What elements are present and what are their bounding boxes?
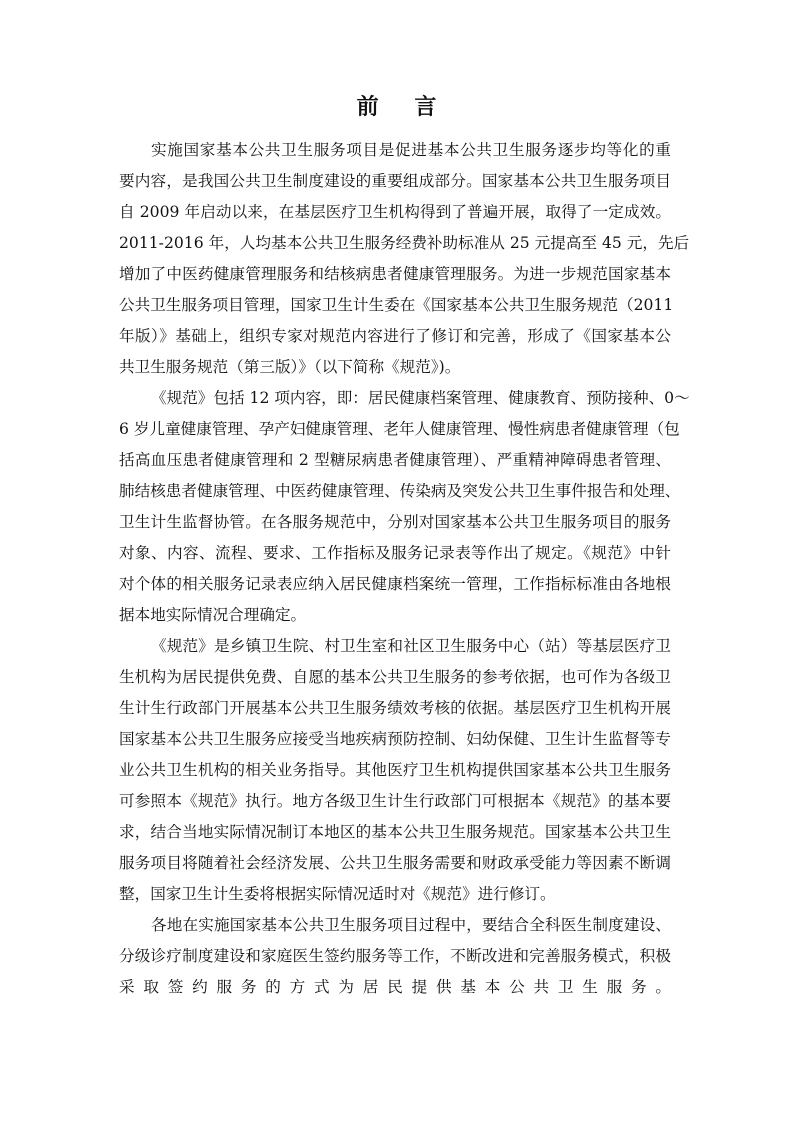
paragraph-line: 要内容，是我国公共卫生制度建设的重要组成部分。国家基本公共卫生服务项目	[119, 172, 671, 190]
paragraph-line: 肺结核患者健康管理、中医药健康管理、传染病及突发公共卫生事件报告和处理、	[119, 482, 681, 500]
paragraph-line: 括高血压患者健康管理和 2 型糖尿病患者健康管理）、严重精神障碍患者管理、	[119, 451, 671, 469]
paragraph-line: 整，国家卫生计生委将根据实际情况适时对《规范》进行修订。	[119, 885, 556, 903]
paragraph-line: 卫生计生监督协管。在各服务规范中，分别对国家基本公共卫生服务项目的服务	[119, 513, 671, 531]
paragraph-line: 共卫生服务规范（第三版）》（以下简称《规范》)。	[119, 358, 461, 376]
paragraph-line: 分级诊疗制度建设和家庭医生签约服务等工作，不断改进和完善服务模式，积极	[119, 947, 671, 965]
paragraph-line: 采取签约服务的方式为居民提供基本公共卫生服务。	[119, 978, 671, 996]
paragraph-line: 各地在实施国家基本公共卫生服务项目过程中，要结合全科医生制度建设、	[151, 916, 671, 934]
paragraph-line: 据本地实际情况合理确定。	[119, 606, 307, 624]
paragraph-line: 生计生行政部门开展基本公共卫生服务绩效考核的依据。基层医疗卫生机构开展	[119, 699, 671, 717]
paragraph-line: 《规范》包括 12 项内容，即：居民健康档案管理、健康教育、预防接种、0～	[151, 389, 690, 407]
paragraph-line: 公共卫生服务项目管理，国家卫生计生委在《国家基本公共卫生服务规范（2011	[119, 296, 674, 314]
paragraph-line: 年版）》基础上，组织专家对规范内容进行了修订和完善，形成了《国家基本公	[119, 327, 671, 345]
paragraph-line: 对象、内容、流程、要求、工作指标及服务记录表等作出了规定。《规范》中针	[119, 544, 671, 562]
paragraph-line: 服务项目将随着社会经济发展、公共卫生服务需要和财政承受能力等因素不断调	[119, 854, 671, 872]
page-title: 前 言	[356, 94, 451, 120]
paragraph-line: 增加了中医药健康管理服务和结核病患者健康管理服务。为进一步规范国家基本	[119, 265, 671, 283]
paragraph-line: 自 2009 年启动以来，在基层医疗卫生机构得到了普遍开展，取得了一定成效。	[119, 203, 671, 221]
paragraph-line: 6 岁儿童健康管理、孕产妇健康管理、老年人健康管理、慢性病患者健康管理（包	[119, 420, 680, 438]
paragraph-line: 可参照本《规范》执行。地方各级卫生计生行政部门可根据本《规范》的基本要	[119, 792, 671, 810]
paragraph-line: 《规范》是乡镇卫生院、村卫生室和社区卫生服务中心（站）等基层医疗卫	[151, 637, 671, 655]
paragraph-line: 2011-2016 年，人均基本公共卫生服务经费补助标准从 25 元提高至 45 元，先后	[119, 234, 690, 252]
paragraph-line: 实施国家基本公共卫生服务项目是促进基本公共卫生服务逐步均等化的重	[151, 141, 671, 159]
paragraph-line: 对个体的相关服务记录表应纳入居民健康档案统一管理，工作指标标准由各地根	[119, 575, 671, 593]
paragraph-line: 国家基本公共卫生服务应接受当地疾病预防控制、妇幼保健、卫生计生监督等专	[119, 730, 671, 748]
paragraph-line: 求，结合当地实际情况制订本地区的基本公共卫生服务规范。国家基本公共卫生	[119, 823, 671, 841]
paragraph-line: 生机构为居民提供免费、自愿的基本公共卫生服务的参考依据，也可作为各级卫	[119, 668, 671, 686]
paragraph-line: 业公共卫生机构的相关业务指导。其他医疗卫生机构提供国家基本公共卫生服务	[119, 761, 671, 779]
